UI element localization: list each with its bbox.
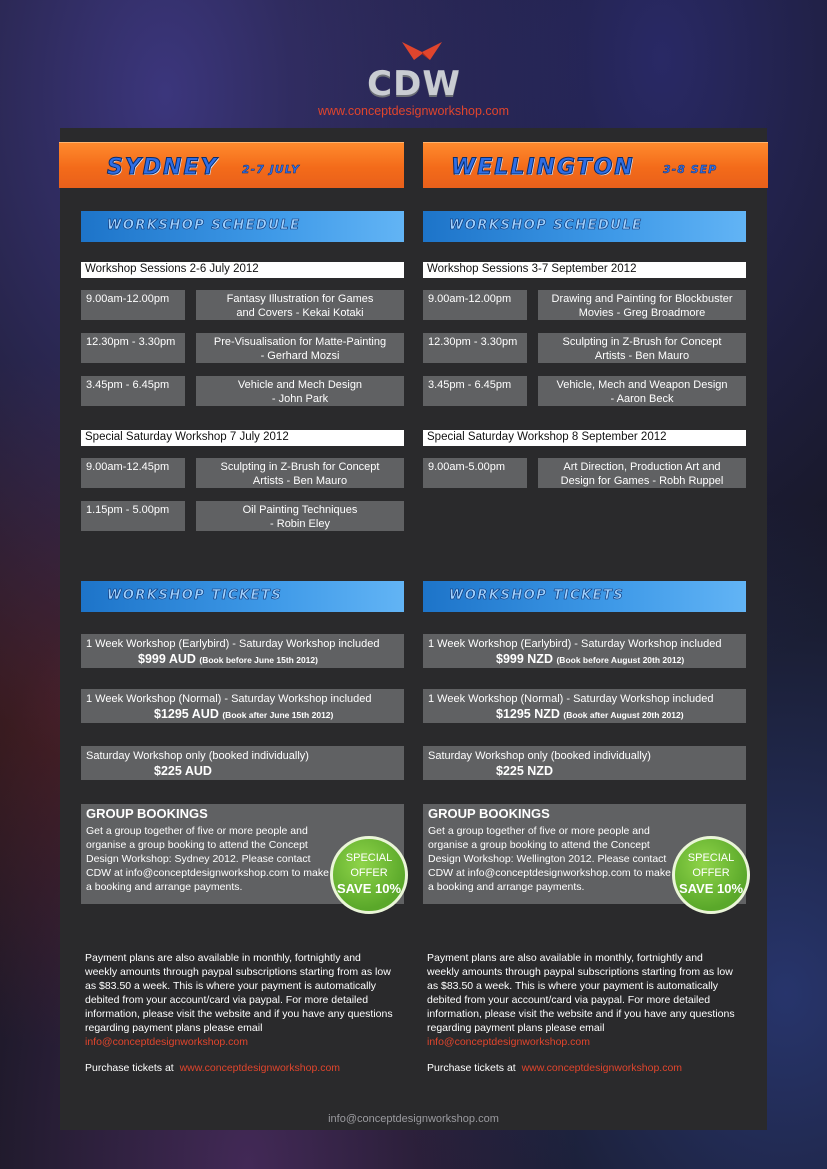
group-bookings-title: GROUP BOOKINGS [86, 806, 208, 821]
city-title-sydney: SYDNEY [107, 155, 219, 180]
wellington-banner [423, 142, 768, 188]
ticket-option: 1 Week Workshop (Earlybird) - Saturday Workshop included $999 NZD (Book before August 20th 2012) [423, 634, 746, 668]
session-title: Oil Painting Techniques - Robin Eley [196, 501, 404, 531]
payment-plans-sydney: Payment plans are also available in monthly, fortnightly and weekly amounts through paypal subscriptions starting from as low as $83.50 a week. This is where your payment is automatically debited from your account/card via paypal. For more detailed information, please visit the website and if you have any questions regarding payment plans please email info@conceptdesignworkshop.com [85, 952, 393, 1048]
payment-plans-wellington: Payment plans are also available in monthly, fortnightly and weekly amounts through paypal subscriptions starting from as low as $83.50 a week. This is where your payment is automatically debited from your account/card via paypal. For more detailed information, please visit the website and if you have any questions regarding payment plans please email info@conceptdesignworkshop.com [427, 952, 735, 1048]
ticket-option: 1 Week Workshop (Normal) - Saturday Workshop included $1295 NZD (Book after August 20th 2012) [423, 689, 746, 723]
session-time: 12.30pm - 3.30pm [81, 333, 185, 363]
session-time: 9.00am-12.00pm [81, 290, 185, 320]
session-time: 1.15pm - 5.00pm [81, 501, 185, 531]
saturday-heading-wellington: Special Saturday Workshop 8 September 2012 [423, 430, 746, 446]
session-time: 9.00am-5.00pm [423, 458, 527, 488]
group-bookings-text: Get a group together of five or more people and organise a group booking to attend the Concept Design Workshop: Sydney 2012. Please contact CDW at info@conceptdesignworkshop.com to make a booking and arrange payments. [86, 825, 329, 893]
session-title: Pre-Visualisation for Matte-Painting - Gerhard Mozsi [196, 333, 404, 363]
special-offer-badge: SPECIAL OFFER SAVE 10% [330, 836, 408, 914]
session-title: Fantasy Illustration for Games and Covers - Kekai Kotaki [196, 290, 404, 320]
ticket-option: Saturday Workshop only (booked individually) $225 AUD [81, 746, 404, 780]
city-dates-sydney: 2-7 JULY [242, 163, 300, 176]
schedule-heading-wellington: WORKSHOP SCHEDULE [423, 211, 746, 242]
payment-email-link[interactable]: info@conceptdesignworkshop.com [85, 1036, 248, 1048]
purchase-link[interactable]: www.conceptdesignworkshop.com [179, 1062, 341, 1074]
ticket-option: 1 Week Workshop (Normal) - Saturday Workshop included $1295 AUD (Book after June 15th 2012) [81, 689, 404, 723]
session-title: Drawing and Painting for Blockbuster Movies - Greg Broadmore [538, 290, 746, 320]
header-website-link[interactable]: www.conceptdesignworkshop.com [317, 104, 510, 118]
sessions-heading-sydney: Workshop Sessions 2-6 July 2012 [81, 262, 404, 278]
cdw-logo: CDW [367, 64, 461, 104]
ticket-option: Saturday Workshop only (booked individually) $225 NZD [423, 746, 746, 780]
purchase-line-sydney: Purchase tickets at www.conceptdesignworkshop.com [85, 1062, 341, 1074]
sessions-heading-wellington: Workshop Sessions 3-7 September 2012 [423, 262, 746, 278]
session-time: 9.00am-12.45pm [81, 458, 185, 488]
ticket-option: 1 Week Workshop (Earlybird) - Saturday Workshop included $999 AUD (Book before June 15th 2012) [81, 634, 404, 668]
tickets-heading-wellington: WORKSHOP TICKETS [423, 581, 746, 612]
sydney-banner [59, 142, 404, 188]
session-time: 12.30pm - 3.30pm [423, 333, 527, 363]
session-time: 3.45pm - 6.45pm [423, 376, 527, 406]
session-time: 3.45pm - 6.45pm [81, 376, 185, 406]
special-offer-badge: SPECIAL OFFER SAVE 10% [672, 836, 750, 914]
session-title: Vehicle, Mech and Weapon Design - Aaron Beck [538, 376, 746, 406]
group-bookings-text: Get a group together of five or more people and organise a group booking to attend the Concept Design Workshop: Wellington 2012. Please contact CDW at info@conceptdesignworkshop.com to make a booking and arrange payments. [428, 825, 671, 893]
payment-email-link[interactable]: info@conceptdesignworkshop.com [427, 1036, 590, 1048]
purchase-line-wellington: Purchase tickets at www.conceptdesignworkshop.com [427, 1062, 683, 1074]
session-title: Sculpting in Z-Brush for Concept Artists - Ben Mauro [196, 458, 404, 488]
city-title-wellington: WELLINGTON [451, 155, 635, 180]
cdw-logo-icon [400, 40, 444, 64]
session-title: Vehicle and Mech Design - John Park [196, 376, 404, 406]
city-dates-wellington: 3-8 SEP [663, 163, 718, 176]
session-time: 9.00am-12.00pm [423, 290, 527, 320]
group-bookings-title: GROUP BOOKINGS [428, 806, 550, 821]
saturday-heading-sydney: Special Saturday Workshop 7 July 2012 [81, 430, 404, 446]
tickets-heading-sydney: WORKSHOP TICKETS [81, 581, 404, 612]
session-title: Sculpting in Z-Brush for Concept Artists - Ben Mauro [538, 333, 746, 363]
footer-email[interactable]: info@conceptdesignworkshop.com [328, 1113, 499, 1125]
session-title: Art Direction, Production Art and Design for Games - Robh Ruppel [538, 458, 746, 488]
schedule-heading-sydney: WORKSHOP SCHEDULE [81, 211, 404, 242]
purchase-link[interactable]: www.conceptdesignworkshop.com [521, 1062, 683, 1074]
